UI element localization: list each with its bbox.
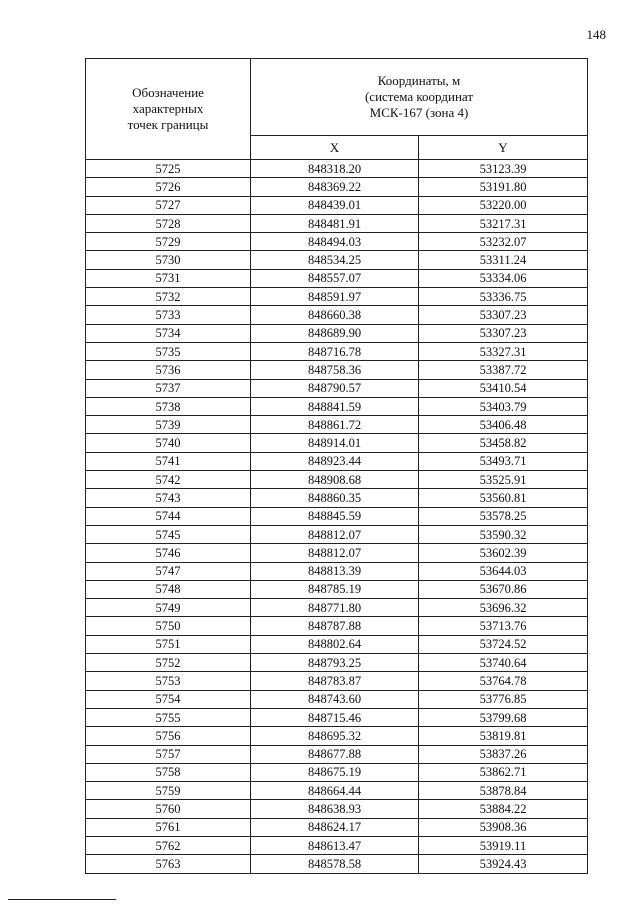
point-cell: 5750 xyxy=(86,617,251,635)
x-cell: 848793.25 xyxy=(251,654,419,672)
table-row xyxy=(86,855,588,873)
point-cell: 5739 xyxy=(86,416,251,434)
point-cell: 5749 xyxy=(86,599,251,617)
y-cell: 53232.07 xyxy=(419,233,588,251)
y-cell: 53924.43 xyxy=(419,855,588,873)
table-row xyxy=(86,306,588,324)
x-cell: 848439.01 xyxy=(251,196,419,214)
point-cell: 5742 xyxy=(86,471,251,489)
point-cell: 5731 xyxy=(86,269,251,287)
x-cell: 848861.72 xyxy=(251,416,419,434)
point-cell: 5732 xyxy=(86,288,251,306)
x-cell: 848914.01 xyxy=(251,434,419,452)
x-cell: 848845.59 xyxy=(251,507,419,525)
table-row xyxy=(86,690,588,708)
point-cell: 5740 xyxy=(86,434,251,452)
y-cell: 53696.32 xyxy=(419,599,588,617)
table-row xyxy=(86,654,588,672)
point-cell: 5744 xyxy=(86,507,251,525)
x-cell: 848802.64 xyxy=(251,635,419,653)
point-cell: 5728 xyxy=(86,214,251,232)
point-cell: 5746 xyxy=(86,544,251,562)
table-row xyxy=(86,562,588,580)
point-cell: 5737 xyxy=(86,379,251,397)
x-cell: 848841.59 xyxy=(251,397,419,415)
table-row xyxy=(86,361,588,379)
point-cell: 5762 xyxy=(86,836,251,854)
x-cell: 848787.88 xyxy=(251,617,419,635)
x-cell: 848695.32 xyxy=(251,727,419,745)
point-cell: 5725 xyxy=(86,160,251,178)
y-cell: 53644.03 xyxy=(419,562,588,580)
table-row xyxy=(86,269,588,287)
y-cell: 53191.80 xyxy=(419,178,588,196)
x-cell: 848624.17 xyxy=(251,818,419,836)
y-cell: 53724.52 xyxy=(419,635,588,653)
table-row xyxy=(86,416,588,434)
point-cell: 5757 xyxy=(86,745,251,763)
table-row xyxy=(86,727,588,745)
coordinates-table xyxy=(85,58,588,874)
x-cell: 848369.22 xyxy=(251,178,419,196)
table-row xyxy=(86,836,588,854)
y-cell: 53334.06 xyxy=(419,269,588,287)
table-row xyxy=(86,544,588,562)
x-cell: 848860.35 xyxy=(251,489,419,507)
point-cell: 5756 xyxy=(86,727,251,745)
y-cell: 53602.39 xyxy=(419,544,588,562)
x-cell: 848675.19 xyxy=(251,763,419,781)
y-cell: 53819.81 xyxy=(419,727,588,745)
y-cell: 53123.39 xyxy=(419,160,588,178)
y-cell: 53220.00 xyxy=(419,196,588,214)
table-row xyxy=(86,763,588,781)
table-row xyxy=(86,397,588,415)
y-cell: 53837.26 xyxy=(419,745,588,763)
point-cell: 5741 xyxy=(86,452,251,470)
table-row xyxy=(86,214,588,232)
x-cell: 848689.90 xyxy=(251,324,419,342)
x-cell: 848557.07 xyxy=(251,269,419,287)
y-cell: 53307.23 xyxy=(419,324,588,342)
x-cell: 848664.44 xyxy=(251,782,419,800)
y-cell: 53740.64 xyxy=(419,654,588,672)
point-cell: 5763 xyxy=(86,855,251,873)
table-row xyxy=(86,489,588,507)
table-row xyxy=(86,672,588,690)
table-row xyxy=(86,525,588,543)
point-cell: 5745 xyxy=(86,525,251,543)
x-cell: 848923.44 xyxy=(251,452,419,470)
point-cell: 5759 xyxy=(86,782,251,800)
table-row xyxy=(86,800,588,818)
y-cell: 53578.25 xyxy=(419,507,588,525)
x-cell: 848613.47 xyxy=(251,836,419,854)
y-cell: 53311.24 xyxy=(419,251,588,269)
y-cell: 53307.23 xyxy=(419,306,588,324)
point-cell: 5758 xyxy=(86,763,251,781)
table-row xyxy=(86,178,588,196)
table-row xyxy=(86,452,588,470)
y-cell: 53713.76 xyxy=(419,617,588,635)
x-cell: 848481.91 xyxy=(251,214,419,232)
x-cell: 848660.38 xyxy=(251,306,419,324)
x-cell: 848790.57 xyxy=(251,379,419,397)
point-cell: 5754 xyxy=(86,690,251,708)
y-cell: 53493.71 xyxy=(419,452,588,470)
table-row xyxy=(86,288,588,306)
point-cell: 5730 xyxy=(86,251,251,269)
table-row xyxy=(86,599,588,617)
y-cell: 53919.11 xyxy=(419,836,588,854)
x-cell: 848743.60 xyxy=(251,690,419,708)
y-cell: 53799.68 xyxy=(419,708,588,726)
y-cell: 53862.71 xyxy=(419,763,588,781)
header-y: Y xyxy=(419,136,588,160)
y-cell: 53776.85 xyxy=(419,690,588,708)
x-cell: 848677.88 xyxy=(251,745,419,763)
table-body xyxy=(86,160,588,874)
x-cell: 848716.78 xyxy=(251,342,419,360)
point-cell: 5735 xyxy=(86,342,251,360)
table-row xyxy=(86,635,588,653)
point-cell: 5747 xyxy=(86,562,251,580)
y-cell: 53403.79 xyxy=(419,397,588,415)
x-cell: 848534.25 xyxy=(251,251,419,269)
point-cell: 5743 xyxy=(86,489,251,507)
point-cell: 5755 xyxy=(86,708,251,726)
header-designation-text: Обозначение характерных точек границы xyxy=(127,85,209,132)
table-row xyxy=(86,342,588,360)
x-cell: 848812.07 xyxy=(251,544,419,562)
header-coordinates-text: Координаты, м (система координат МСК-167 (зона 4) xyxy=(364,73,474,121)
y-cell: 53387.72 xyxy=(419,361,588,379)
x-cell: 848771.80 xyxy=(251,599,419,617)
x-cell: 848785.19 xyxy=(251,580,419,598)
table-row xyxy=(86,251,588,269)
point-cell: 5761 xyxy=(86,818,251,836)
table-row xyxy=(86,782,588,800)
table-row xyxy=(86,507,588,525)
point-cell: 5753 xyxy=(86,672,251,690)
y-cell: 53670.86 xyxy=(419,580,588,598)
page-number: 148 xyxy=(586,27,606,42)
point-cell: 5748 xyxy=(86,580,251,598)
x-cell: 848715.46 xyxy=(251,708,419,726)
y-cell: 53217.31 xyxy=(419,214,588,232)
table-row xyxy=(86,434,588,452)
table-row xyxy=(86,708,588,726)
point-cell: 5727 xyxy=(86,196,251,214)
y-cell: 53525.91 xyxy=(419,471,588,489)
y-cell: 53590.32 xyxy=(419,525,588,543)
x-cell: 848494.03 xyxy=(251,233,419,251)
x-cell: 848783.87 xyxy=(251,672,419,690)
point-cell: 5736 xyxy=(86,361,251,379)
table-row xyxy=(86,160,588,178)
header-coordinates xyxy=(251,59,588,136)
y-cell: 53884.22 xyxy=(419,800,588,818)
x-cell: 848813.39 xyxy=(251,562,419,580)
point-cell: 5733 xyxy=(86,306,251,324)
point-cell: 5726 xyxy=(86,178,251,196)
table-row xyxy=(86,379,588,397)
header-designation xyxy=(86,59,251,160)
x-cell: 848758.36 xyxy=(251,361,419,379)
y-cell: 53458.82 xyxy=(419,434,588,452)
y-cell: 53560.81 xyxy=(419,489,588,507)
x-cell: 848908.68 xyxy=(251,471,419,489)
table-row xyxy=(86,233,588,251)
point-cell: 5734 xyxy=(86,324,251,342)
table-row xyxy=(86,745,588,763)
x-cell: 848318.20 xyxy=(251,160,419,178)
y-cell: 53410.54 xyxy=(419,379,588,397)
footnote-rule xyxy=(8,899,116,900)
table-row xyxy=(86,324,588,342)
point-cell: 5760 xyxy=(86,800,251,818)
x-cell: 848638.93 xyxy=(251,800,419,818)
header-x: X xyxy=(251,136,419,160)
table-row xyxy=(86,471,588,489)
table-row xyxy=(86,196,588,214)
y-cell: 53764.78 xyxy=(419,672,588,690)
point-cell: 5751 xyxy=(86,635,251,653)
point-cell: 5738 xyxy=(86,397,251,415)
table-row xyxy=(86,818,588,836)
x-cell: 848578.58 xyxy=(251,855,419,873)
point-cell: 5752 xyxy=(86,654,251,672)
y-cell: 53908.36 xyxy=(419,818,588,836)
table-row xyxy=(86,580,588,598)
y-cell: 53336.75 xyxy=(419,288,588,306)
table-row xyxy=(86,617,588,635)
y-cell: 53327.31 xyxy=(419,342,588,360)
y-cell: 53878.84 xyxy=(419,782,588,800)
x-cell: 848812.07 xyxy=(251,525,419,543)
y-cell: 53406.48 xyxy=(419,416,588,434)
point-cell: 5729 xyxy=(86,233,251,251)
x-cell: 848591.97 xyxy=(251,288,419,306)
